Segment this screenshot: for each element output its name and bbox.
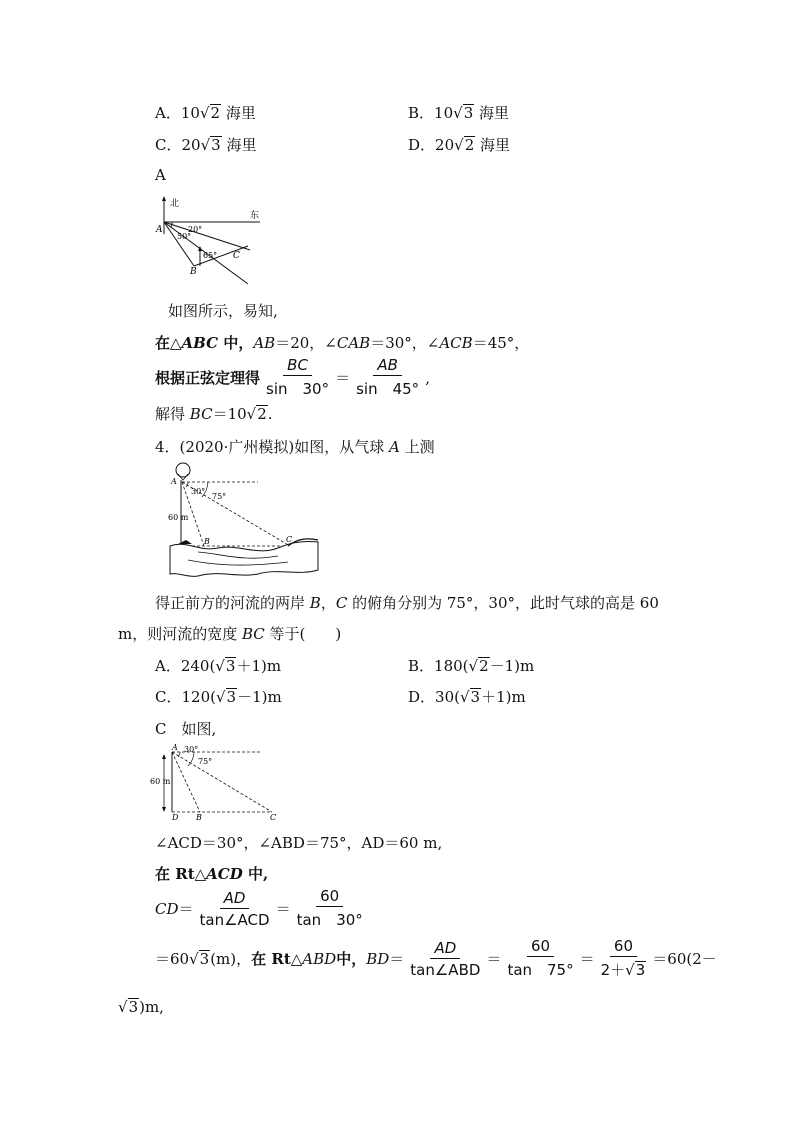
north-label: 北 xyxy=(170,199,180,209)
q3-option-a xyxy=(155,102,256,123)
option-coef: 10 xyxy=(180,104,200,122)
text: 180( xyxy=(434,657,469,675)
text: C xyxy=(335,594,348,612)
denominator xyxy=(597,957,651,980)
text: ＝20，∠ xyxy=(275,334,337,352)
text: ＝ xyxy=(486,950,502,968)
numerator: AB xyxy=(373,356,402,376)
text: 30( xyxy=(435,688,460,706)
height-label: 60 m xyxy=(168,513,189,522)
text: ACD xyxy=(206,865,243,883)
option-unit: 海里 xyxy=(221,136,257,154)
text: ＝ xyxy=(178,900,194,918)
text: ， xyxy=(320,594,336,612)
sqrt: √3 xyxy=(215,657,236,675)
q4-stem-line3 xyxy=(118,623,341,644)
sqrt: √2 xyxy=(454,136,475,154)
text: －1)m xyxy=(237,688,282,706)
text: 在△ xyxy=(155,334,182,352)
text: 在 Rt△ xyxy=(251,950,303,968)
text: 等于( ) xyxy=(264,625,342,643)
text: ＝30°，∠ xyxy=(370,334,440,352)
text: ＝ xyxy=(579,950,595,968)
text: ＝60(2－ xyxy=(652,950,717,968)
point-d-label: D xyxy=(172,813,179,822)
point-b-label: B xyxy=(204,537,210,546)
option-unit: 海里 xyxy=(221,104,256,122)
option-label: C． xyxy=(155,136,182,154)
q4-option-b xyxy=(408,655,534,676)
angle-75-label: 75° xyxy=(198,757,213,766)
text: BC xyxy=(242,625,265,643)
text: 240( xyxy=(180,657,216,675)
fraction xyxy=(503,937,577,980)
denominator: tan 75° xyxy=(507,961,574,979)
point-b-label: B xyxy=(196,813,202,822)
text: 中， xyxy=(336,950,367,968)
q3-sol-line4 xyxy=(155,403,273,424)
text: 4．(2020·广州模拟)如图，从气球 xyxy=(155,438,389,456)
text: BC xyxy=(189,405,213,423)
fraction xyxy=(597,937,651,980)
text: CAB xyxy=(336,334,371,352)
fraction xyxy=(293,887,367,930)
q4-sol-line2 xyxy=(155,863,268,884)
option-coef: 20 xyxy=(435,136,455,154)
sqrt: √3 xyxy=(625,961,646,979)
option-label: D． xyxy=(408,136,436,154)
text: CD xyxy=(155,899,179,918)
sqrt: √3 xyxy=(215,688,237,706)
sqrt-arg: 3 xyxy=(463,104,474,122)
text: －1)m xyxy=(489,657,535,675)
q3-bearing-diagram xyxy=(150,192,270,284)
text: )m, xyxy=(139,998,164,1016)
option-coef: 10 xyxy=(434,104,454,122)
fraction xyxy=(352,356,423,399)
text: ABD xyxy=(302,949,337,968)
numerator: AD xyxy=(430,939,460,959)
sqrt: √3 xyxy=(200,136,221,154)
text: B xyxy=(309,594,321,612)
angle-30-label: 30° xyxy=(191,487,206,496)
text: ＝60 xyxy=(155,950,190,968)
height-label: 60 m xyxy=(150,777,171,786)
sqrt-arg: 3 xyxy=(470,688,481,706)
q3-option-b xyxy=(408,102,509,123)
fraction xyxy=(262,356,333,399)
sqrt: √3 xyxy=(453,104,474,122)
sqrt-arg: 3 xyxy=(128,998,139,1016)
q3-sol-line2 xyxy=(155,332,529,353)
text: 如图, xyxy=(166,720,217,738)
numerator: AD xyxy=(220,889,250,909)
q4-answer xyxy=(155,718,216,739)
text: 根据正弦定理得 xyxy=(155,369,261,387)
sqrt-arg: 2 xyxy=(257,405,267,423)
sqrt-arg: 2 xyxy=(210,104,221,122)
numerator: BC xyxy=(283,356,312,376)
q4-balloon-river-figure xyxy=(168,460,323,582)
text: ＝ xyxy=(389,950,405,968)
option-label: C． xyxy=(155,688,182,706)
q4-option-a xyxy=(155,655,281,676)
text: ＝45°， xyxy=(472,334,530,352)
east-label: 东 xyxy=(250,211,260,221)
text: ACB xyxy=(439,334,473,352)
text: ABC xyxy=(181,334,219,352)
text: 上测 xyxy=(399,438,435,456)
option-label: D． xyxy=(408,688,436,706)
sqrt-arg: 3 xyxy=(199,949,210,968)
sqrt: √2 xyxy=(468,657,489,675)
fraction xyxy=(196,889,274,929)
q4-stem-line2 xyxy=(155,592,659,613)
text: 得正前方的河流的两岸 xyxy=(155,594,310,612)
q4-triangle-figure xyxy=(150,740,285,822)
point-a-label: A xyxy=(172,743,178,752)
sqrt-arg: 2 xyxy=(464,136,475,154)
text: 在 Rt△ xyxy=(155,865,207,883)
text: 中, xyxy=(242,865,269,883)
denominator: tan∠ACD xyxy=(199,910,270,929)
sqrt-arg: 3 xyxy=(211,136,221,154)
q3-answer: A xyxy=(155,166,166,184)
option-label: A． xyxy=(155,657,181,675)
q4-option-d xyxy=(408,686,526,707)
option-unit: 海里 xyxy=(474,104,510,122)
text: ＋1)m xyxy=(236,657,282,675)
angle-65-label: 65° xyxy=(203,251,218,260)
q3-sol-line3 xyxy=(155,356,430,399)
fraction xyxy=(406,939,484,979)
sqrt-arg: 3 xyxy=(226,688,237,706)
q4-sol-line1: ∠ACD＝30°，∠ABD＝75°，AD＝60 m, xyxy=(155,834,443,852)
option-label: A． xyxy=(155,104,181,122)
denominator: sin 45° xyxy=(356,380,420,398)
sqrt-arg: 2 xyxy=(479,657,489,675)
point-c-label: C xyxy=(286,535,293,544)
point-a-label: A xyxy=(156,225,163,235)
sqrt: √3 xyxy=(459,688,481,706)
text: AB xyxy=(253,334,276,352)
q4-option-c xyxy=(155,686,282,707)
q3-sol-line1: 如图所示，易知, xyxy=(168,302,278,320)
text: A xyxy=(388,438,400,456)
angle-50-label: 50° xyxy=(177,232,192,241)
text: , xyxy=(425,368,430,387)
sqrt-arg: 3 xyxy=(635,961,646,979)
sqrt: √2 xyxy=(246,405,267,423)
text: 的俯角分别为 75°，30°，此时气球的高是 60 xyxy=(347,594,659,612)
text: ＋1)m xyxy=(481,688,526,706)
point-a-label: A xyxy=(171,477,177,486)
text: ＝10 xyxy=(212,405,247,423)
point-c-label: C xyxy=(270,813,277,822)
text: 2＋ xyxy=(600,961,626,979)
numerator: 60 xyxy=(527,937,554,957)
q3-option-c xyxy=(155,134,256,155)
option-coef: 20 xyxy=(181,136,201,154)
sqrt: √2 xyxy=(199,104,221,122)
text: 120( xyxy=(181,688,216,706)
sqrt: √3 xyxy=(189,949,210,968)
text: ＝ xyxy=(335,369,351,387)
point-c-label: C xyxy=(233,251,240,261)
text: 中， xyxy=(218,334,254,352)
q4-sol-line4 xyxy=(155,937,717,980)
angle-20-label: 20° xyxy=(188,225,203,234)
denominator: sin 30° xyxy=(266,380,330,398)
q4-stem-line1 xyxy=(155,436,435,457)
q4-sol-line5 xyxy=(118,998,164,1016)
text: m，则河流的宽度 xyxy=(118,625,242,643)
angle-75-label: 75° xyxy=(212,492,227,501)
denominator: tan∠ABD xyxy=(410,960,481,979)
q4-sol-line3 xyxy=(155,887,369,930)
text: (m)， xyxy=(210,950,252,968)
option-unit: 海里 xyxy=(475,136,511,154)
numerator: 60 xyxy=(610,937,637,957)
point-b-label: B xyxy=(190,267,197,277)
sqrt: √3 xyxy=(118,998,139,1016)
sqrt-arg: 3 xyxy=(225,657,236,675)
option-label: B． xyxy=(408,104,435,122)
numerator: 60 xyxy=(316,887,343,907)
text: . xyxy=(267,405,273,423)
angle-30-label: 30° xyxy=(184,745,199,754)
denominator: tan 30° xyxy=(296,911,363,929)
text: BD xyxy=(366,949,390,968)
q3-option-d xyxy=(408,134,510,155)
option-label: B． xyxy=(408,657,435,675)
text: 解得 xyxy=(155,405,190,423)
text: ＝ xyxy=(275,900,291,918)
answer-letter: C xyxy=(155,720,167,738)
